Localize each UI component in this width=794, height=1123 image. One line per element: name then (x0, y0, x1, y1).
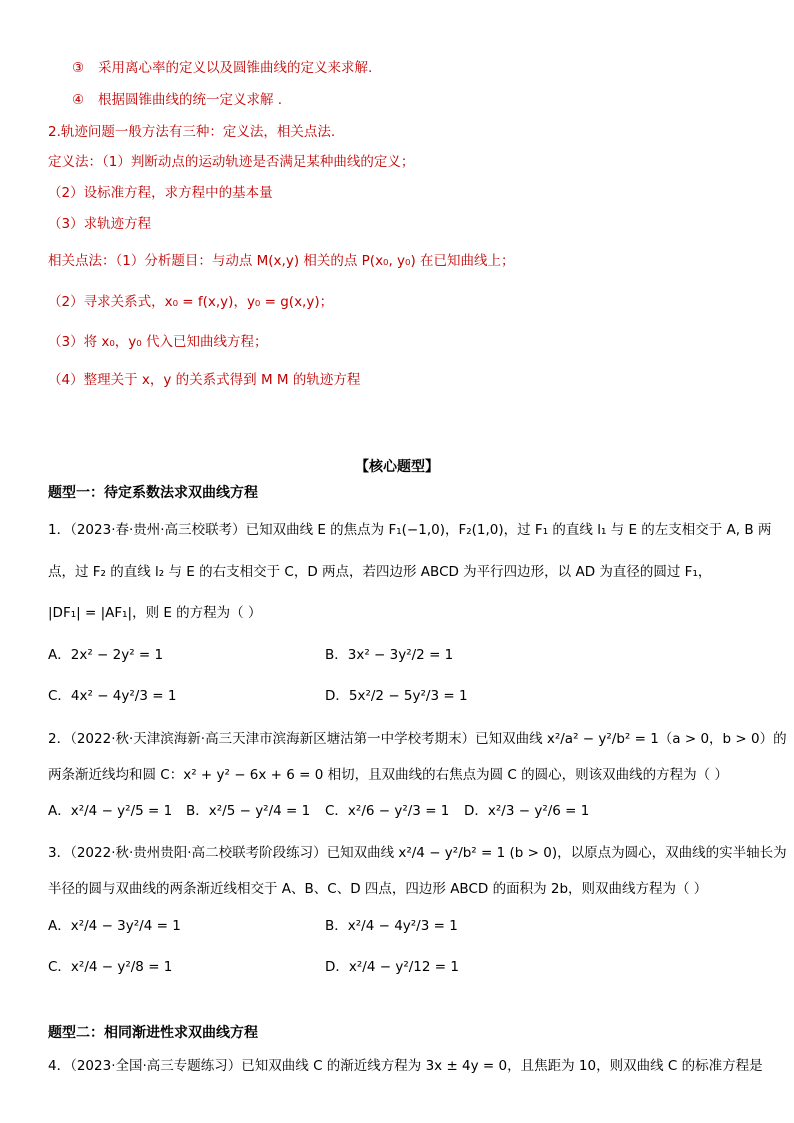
method-item-4 (72, 88, 282, 108)
definition-method-2: （2）设标准方程，求方程中的基本量 (48, 185, 273, 201)
definition-method-1: 定义法：（1）判断动点的运动轨迹是否满足某种曲线的定义； (48, 154, 415, 170)
method-text: 采用离心率的定义以及圆锥曲线的定义来求解. (98, 60, 373, 76)
definition-method-3: （3）求轨迹方程 (48, 216, 152, 232)
q1-option-b[interactable]: B．3x² − 3y²/2 = 1 (325, 647, 454, 663)
q1-option-c[interactable]: C．4x² − 4y²/3 = 1 (48, 688, 177, 704)
q3-line-2: 半径的圆与双曲线的两条渐近线相交于 A、B、C、D 四点，四边形 ABCD 的面积为 2b，则双曲线方程为（ ） (48, 881, 708, 897)
related-method-2: （2）寻求关系式，x₀ = f(x,y)，y₀ = g(x,y)； (48, 294, 334, 310)
q3-option-c[interactable]: C．x²/4 − y²/8 = 1 (48, 959, 173, 975)
type1-title: 题型一：待定系数法求双曲线方程 (48, 485, 258, 501)
related-method-4: （4）整理关于 x，y 的关系式得到 M M 的轨迹方程 (48, 372, 361, 388)
q1-line-3: |DF₁| = |AF₁|，则 E 的方程为（ ） (48, 605, 262, 621)
core-section-title: 【核心题型】 (355, 459, 439, 475)
trajectory-heading: 2.轨迹问题一般方法有三种：定义法，相关点法. (48, 124, 336, 140)
circled-number: ③ (72, 60, 85, 76)
q2-line-1: 2．（2022·秋·天津滨海新·高三天津市滨海新区塘沽第一中学校考期末）已知双曲线 x²/a² − y²/b² = 1（a > 0，b > 0）的 (48, 731, 787, 747)
q3-line-1: 3．（2022·秋·贵州贵阳·高二校联考阶段练习）已知双曲线 x²/4 − y²/b² = 1 (b > 0)，以原点为圆心，双曲线的实半轴长为 (48, 845, 787, 861)
q2-option-b[interactable]: B．x²/5 − y²/4 = 1 (186, 803, 311, 819)
q1-line-2: 点，过 F₂ 的直线 l₂ 与 E 的右支相交于 C，D 两点，若四边形 ABCD 为平行四边形，以 AD 为直径的圆过 F₁， (48, 564, 712, 580)
q2-option-a[interactable]: A．x²/4 − y²/5 = 1 (48, 803, 173, 819)
related-method-3: （3）将 x₀，y₀ 代入已知曲线方程； (48, 334, 268, 350)
q1-option-d[interactable]: D．5x²/2 − 5y²/3 = 1 (325, 688, 468, 704)
q1-line-1: 1．（2023·春·贵州·高三校联考）已知双曲线 E 的焦点为 F₁(−1,0)，F₂(1,0)，过 F₁ 的直线 l₁ 与 E 的左支相交于 A, B 两 (48, 522, 772, 538)
q2-option-c[interactable]: C．x²/6 − y²/3 = 1 (325, 803, 450, 819)
q3-option-d[interactable]: D．x²/4 − y²/12 = 1 (325, 959, 459, 975)
method-text: 根据圆锥曲线的统一定义求解 . (98, 92, 283, 108)
q2-option-d[interactable]: D．x²/3 − y²/6 = 1 (464, 803, 590, 819)
method-item-3 (72, 56, 372, 76)
q1-option-a[interactable]: A．2x² − 2y² = 1 (48, 647, 164, 663)
circled-number: ④ (72, 92, 85, 108)
type2-title: 题型二：相同渐进性求双曲线方程 (48, 1025, 258, 1041)
q3-option-a[interactable]: A．x²/4 − 3y²/4 = 1 (48, 918, 181, 934)
related-method-1: 相关点法：（1）分析题目：与动点 M(x,y) 相关的点 P(x₀, y₀) 在已知曲线上； (48, 253, 515, 269)
q2-line-2: 两条渐近线均和圆 C：x² + y² − 6x + 6 = 0 相切，且双曲线的右焦点为圆 C 的圆心，则该双曲线的方程为（ ） (48, 767, 728, 783)
q4-line-1: 4．（2023·全国·高三专题练习）已知双曲线 C 的渐近线方程为 3x ± 4y = 0，且焦距为 10，则双曲线 C 的标准方程是 (48, 1058, 763, 1074)
q3-option-b[interactable]: B．x²/4 − 4y²/3 = 1 (325, 918, 458, 934)
